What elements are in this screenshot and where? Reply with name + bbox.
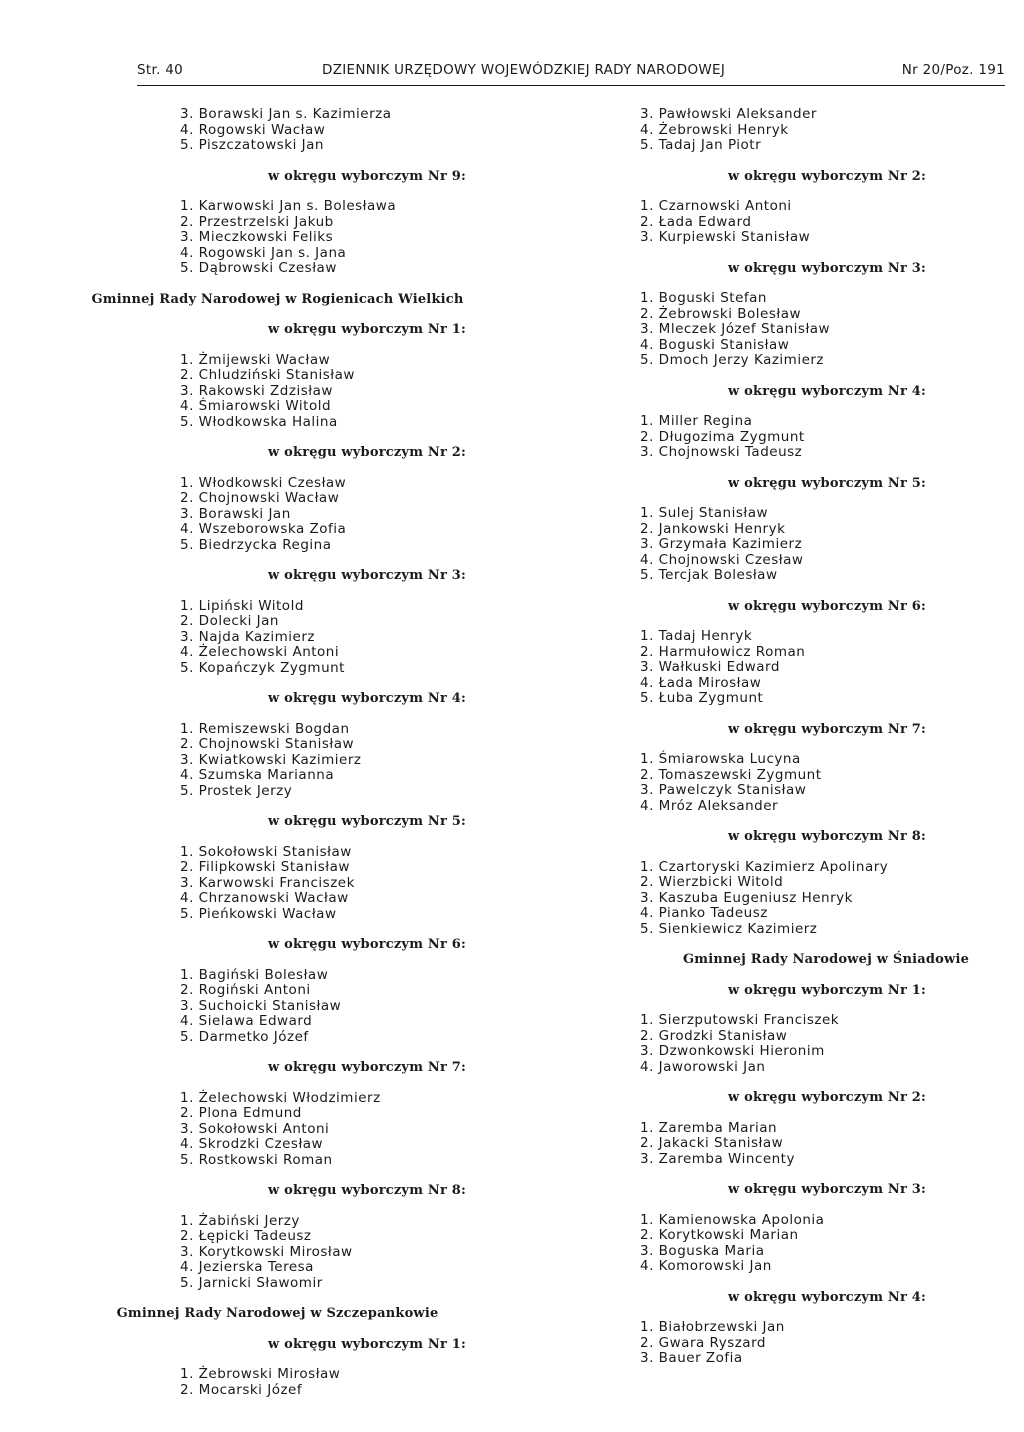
candidate-entry: 3. Kaszuba Eugeniusz Henryk <box>640 889 853 906</box>
candidate-entry: 4. Jaworowski Jan <box>640 1058 766 1075</box>
candidate-entry: 2. Grodzki Stanisław <box>640 1027 788 1044</box>
candidate-entry: 1. Białobrzewski Jan <box>640 1319 785 1335</box>
council-heading: Gminnej Rady Narodowej w Śniadowie <box>683 952 970 967</box>
candidate-entry: 1. Żebrowski Mirosław <box>180 1366 341 1382</box>
header-divider <box>137 85 1005 86</box>
candidate-entry: 3. Grzymała Kazimierz <box>640 536 803 552</box>
candidate-entry: 1. Żmijewski Wacław <box>180 351 331 368</box>
candidate-entry: 2. Długozima Zygmunt <box>640 428 805 445</box>
candidate-entry: 1. Kamienowska Apolonia <box>640 1211 825 1228</box>
candidate-entry: 5. Tadaj Jan Piotr <box>640 137 762 153</box>
candidate-entry: 2. Plona Edmund <box>180 1105 302 1121</box>
candidate-entry: 1. Bagiński Bolesław <box>180 966 329 983</box>
issue-number: Nr 20/Poz. 191 <box>901 62 1005 78</box>
page-number: Str. 40 <box>137 62 184 78</box>
candidate-entry: 1. Miller Regina <box>640 413 753 429</box>
district-heading: w okręgu wyborczym Nr 2: <box>728 168 926 184</box>
candidate-entry: 4. Wszeborowska Zofia <box>180 521 347 537</box>
candidate-entry: 4. Chojnowski Czesław <box>640 551 804 568</box>
candidate-entry: 2. Przestrzelski Jakub <box>180 213 334 230</box>
candidate-entry: 1. Żabiński Jerzy <box>180 1212 300 1229</box>
district-heading: w okręgu wyborczym Nr 4: <box>728 1289 926 1305</box>
candidate-entry: 1. Czarnowski Antoni <box>640 198 792 214</box>
candidate-entry: 1. Zaremba Marian <box>640 1119 778 1136</box>
district-heading: w okręgu wyborczym Nr 8: <box>268 1183 466 1198</box>
candidate-entry: 5. Dmoch Jerzy Kazimierz <box>640 352 825 368</box>
candidate-entry: 3. Pawelczyk Stanisław <box>640 782 807 798</box>
candidate-entry: 4. Śmiarowski Witold <box>180 398 332 414</box>
candidate-entry: 5. Dąbrowski Czesław <box>180 260 337 276</box>
district-heading: w okręgu wyborczym Nr 3: <box>728 1182 926 1197</box>
candidate-entry: 3. Rakowski Zdzisław <box>180 382 333 399</box>
candidate-entry: 3. Borawski Jan <box>180 505 291 522</box>
candidate-entry: 2. Chludziński Stanisław <box>180 367 355 383</box>
candidate-entry: 2. Chojnowski Wacław <box>180 490 340 506</box>
district-heading: w okręgu wyborczym Nr 6: <box>268 937 466 952</box>
candidate-entry: 4. Jezierska Teresa <box>180 1259 314 1275</box>
candidate-entry: 3. Pawłowski Aleksander <box>640 106 817 122</box>
candidate-entry: 4. Rogowski Wacław <box>180 121 326 138</box>
candidate-entry: 1. Karwowski Jan s. Bolesława <box>180 198 397 214</box>
candidate-entry: 4. Żebrowski Henryk <box>640 121 789 138</box>
council-heading: Gminnej Rady Narodowej w Rogienicach Wielkich <box>91 291 464 307</box>
candidate-entry: 3. Kurpiewski Stanisław <box>640 229 811 245</box>
district-heading: w okręgu wyborczym Nr 3: <box>268 568 466 583</box>
district-heading: w okręgu wyborczym Nr 1: <box>268 322 466 337</box>
candidate-entry: 5. Tercjak Bolesław <box>640 567 778 583</box>
district-heading: w okręgu wyborczym Nr 8: <box>728 829 926 844</box>
candidate-entry: 1. Sokołowski Stanisław <box>180 843 352 860</box>
district-heading: w okręgu wyborczym Nr 4: <box>728 383 926 399</box>
candidate-entry: 3. Zaremba Wincenty <box>640 1150 795 1167</box>
candidate-entry: 2. Harmułowicz Roman <box>640 643 806 660</box>
left-column <box>0 107 555 1398</box>
candidate-entry: 4. Sielawa Edward <box>180 1013 313 1029</box>
candidate-entry: 3. Boguska Maria <box>640 1242 765 1259</box>
right-column <box>640 107 970 1367</box>
district-heading: w okręgu wyborczym Nr 6: <box>728 598 926 614</box>
candidate-entry: 3. Karwowski Franciszek <box>180 874 355 891</box>
candidate-entry: 2. Mocarski Józef <box>180 1381 303 1398</box>
candidate-entry: 4. Chrzanowski Wacław <box>180 890 349 906</box>
district-heading: w okręgu wyborczym Nr 2: <box>728 1090 926 1105</box>
candidate-entry: 3. Mleczek Józef Stanisław <box>640 321 831 337</box>
district-heading: w okręgu wyborczym Nr 7: <box>268 1060 466 1075</box>
district-heading: w okręgu wyborczym Nr 1: <box>268 1336 466 1352</box>
candidate-entry: 4. Boguski Stanisław <box>640 336 790 353</box>
candidate-entry: 5. Pieńkowski Wacław <box>180 905 337 922</box>
candidate-entry: 5. Jarnicki Sławomir <box>180 1274 323 1291</box>
candidate-entry: 3. Sokołowski Antoni <box>180 1120 330 1137</box>
candidate-entry: 2. Jankowski Henryk <box>640 520 786 537</box>
candidate-entry: 3. Wałkuski Edward <box>640 659 780 675</box>
candidate-entry: 3. Najda Kazimierz <box>180 628 315 645</box>
candidate-entry: 4. Rogowski Jan s. Jana <box>180 244 347 261</box>
candidate-entry: 2. Wierzbicki Witold <box>640 874 784 890</box>
candidate-entry: 5. Kopańczyk Zygmunt <box>180 659 345 676</box>
candidate-entry: 2. Żebrowski Bolesław <box>640 305 802 322</box>
candidate-entry: 4. Pianko Tadeusz <box>640 905 768 921</box>
journal-title: DZIENNIK URZĘDOWY WOJEWÓDZKIEJ RADY NARODOWEJ <box>322 62 726 78</box>
candidate-entry: 5. Łuba Zygmunt <box>640 690 764 706</box>
candidate-entry: 2. Korytkowski Marian <box>640 1227 799 1243</box>
candidate-entry: 3. Korytkowski Mirosław <box>180 1243 353 1260</box>
candidate-entry: 1. Sulej Stanisław <box>640 505 769 521</box>
candidate-entry: 1. Boguski Stefan <box>640 290 767 306</box>
candidate-entry: 2. Dolecki Jan <box>180 613 279 629</box>
candidate-entry: 5. Sienkiewicz Kazimierz <box>640 920 818 937</box>
candidate-entry: 2. Jakacki Stanisław <box>640 1135 784 1151</box>
candidate-entry: 4. Żelechowski Antoni <box>180 644 340 660</box>
candidate-entry: 1. Sierzputowski Franciszek <box>640 1012 840 1028</box>
district-heading: w okręgu wyborczym Nr 5: <box>268 814 466 829</box>
candidate-entry: 1. Włodkowski Czesław <box>180 474 347 491</box>
candidate-entry: 2. Gwara Ryszard <box>640 1334 766 1351</box>
candidate-entry: 4. Mróz Aleksander <box>640 797 779 814</box>
district-heading: w okręgu wyborczym Nr 2: <box>268 445 466 460</box>
candidate-entry: 5. Biedrzycka Regina <box>180 536 332 553</box>
candidate-entry: 1. Lipiński Witold <box>180 597 304 614</box>
candidate-entry: 4. Skrodzki Czesław <box>180 1136 324 1152</box>
candidate-entry: 4. Komorowski Jan <box>640 1258 772 1274</box>
candidate-entry: 4. Łada Mirosław <box>640 674 762 691</box>
page-header <box>137 62 1005 82</box>
candidate-entry: 3. Suchoicki Stanisław <box>180 997 342 1014</box>
candidate-entry: 2. Tomaszewski Zygmunt <box>640 766 822 783</box>
candidate-entry: 5. Rostkowski Roman <box>180 1151 333 1168</box>
candidate-entry: 3. Chojnowski Tadeusz <box>640 444 803 460</box>
candidate-entry: 2. Łępicki Tadeusz <box>180 1228 312 1244</box>
candidate-entry: 5. Piszczatowski Jan <box>180 137 324 153</box>
candidate-entry: 2. Filipkowski Stanisław <box>180 859 350 875</box>
candidate-entry: 3. Borawski Jan s. Kazimierza <box>180 106 392 122</box>
district-heading: w okręgu wyborczym Nr 7: <box>728 721 926 737</box>
district-heading: w okręgu wyborczym Nr 1: <box>728 982 926 998</box>
candidate-entry: 4. Szumska Marianna <box>180 767 335 783</box>
district-heading: w okręgu wyborczym Nr 5: <box>728 475 926 491</box>
council-heading: Gminnej Rady Narodowej w Szczepankowie <box>116 1306 439 1321</box>
candidate-entry: 5. Prostek Jerzy <box>180 782 293 799</box>
candidate-entry: 3. Bauer Zofia <box>640 1350 743 1366</box>
candidate-entry: 2. Łada Edward <box>640 213 752 230</box>
candidate-entry: 5. Włodkowska Halina <box>180 413 338 430</box>
candidate-entry: 1. Żelechowski Włodzimierz <box>180 1089 381 1106</box>
district-heading: w okręgu wyborczym Nr 4: <box>268 691 466 706</box>
district-heading: w okręgu wyborczym Nr 9: <box>268 168 466 184</box>
candidate-entry: 1. Tadaj Henryk <box>640 628 753 644</box>
candidate-entry: 3. Mieczkowski Feliks <box>180 229 334 245</box>
district-heading: w okręgu wyborczym Nr 3: <box>728 260 926 276</box>
candidate-entry: 5. Darmetko Józef <box>180 1028 309 1045</box>
candidate-entry: 2. Chojnowski Stanisław <box>180 736 355 752</box>
candidate-entry: 3. Dzwonkowski Hieronim <box>640 1043 825 1059</box>
candidate-entry: 1. Śmiarowska Lucyna <box>640 751 801 767</box>
candidate-entry: 1. Remiszewski Bogdan <box>180 720 350 737</box>
candidate-entry: 1. Czartoryski Kazimierz Apolinary <box>640 858 889 875</box>
candidate-entry: 3. Kwiatkowski Kazimierz <box>180 751 362 768</box>
candidate-entry: 2. Rogiński Antoni <box>180 982 311 998</box>
